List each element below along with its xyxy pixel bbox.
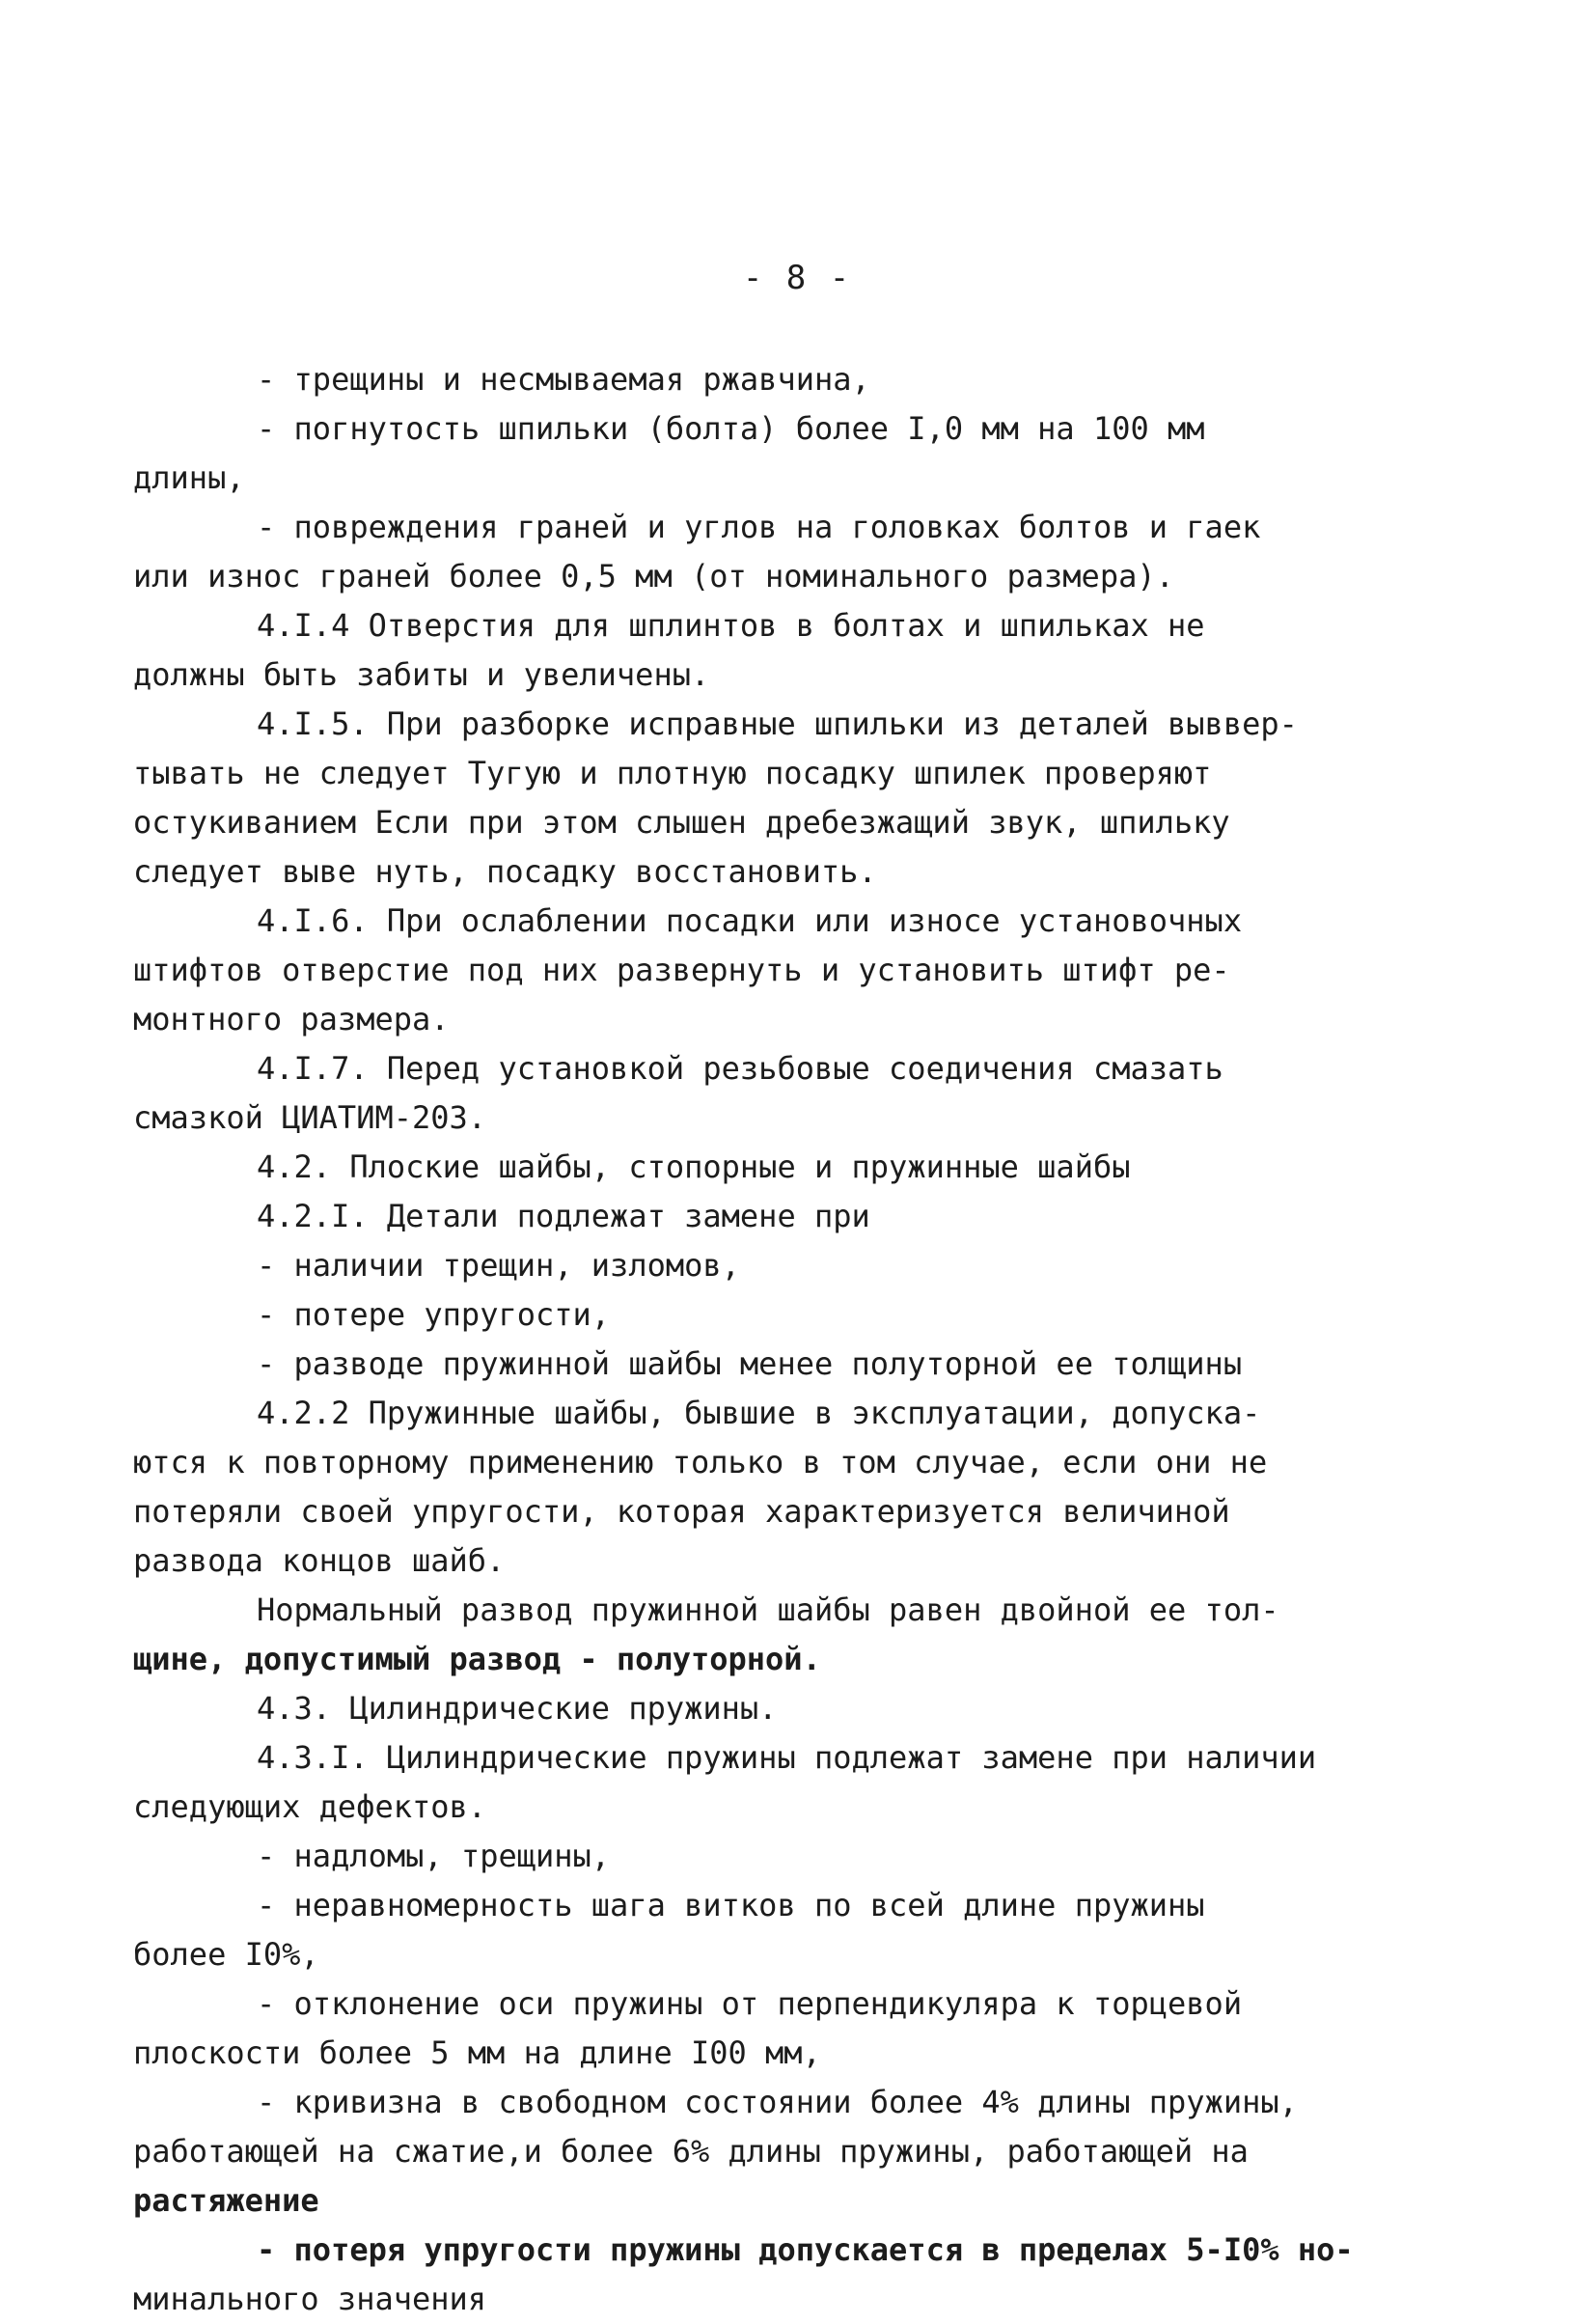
text-line: - надломы, трещины, — [257, 1838, 611, 1874]
text-line: - неравномерность шага витков по всей длине пружины — [257, 1887, 1205, 1923]
text-line: - наличии трещин, изломов, — [257, 1247, 740, 1284]
text-line: или износ граней более 0,5 мм (от номинального размера). — [133, 558, 1174, 595]
text-line: следует выве нуть, посадку восстановить. — [133, 853, 877, 890]
text-line: - погнутость шпильки (болта) более I,0 мм на 100 мм — [257, 410, 1205, 447]
text-line: остукиванием Если при этом слышен дребезжащий звук, шпильку — [133, 804, 1230, 841]
text-line: смазкой ЦИАТИМ-203. — [133, 1099, 487, 1136]
text-line: - потере упругости, — [257, 1296, 611, 1333]
text-line: 4.3.I. Цилиндрические пружины подлежат замене при наличии — [257, 1739, 1317, 1776]
text-line: ются к повторному применению только в том случае, если они не — [133, 1444, 1268, 1480]
text-line: тывать не следует Тугую и плотную посадку шпилек проверяют — [133, 755, 1212, 791]
text-line: 4.I.5. При разборке исправные шпильки из деталей выввер- — [257, 706, 1298, 742]
text-line: 4.2. Плоские шайбы, стопорные и пружинные шайбы — [257, 1148, 1131, 1185]
text-line: минального значения — [133, 2281, 487, 2317]
text-line: монтного размера. — [133, 1001, 450, 1038]
text-line: потеряли своей упругости, которая характеризуется величиной — [133, 1493, 1230, 1530]
text-line: 4.I.4 Отверстия для шплинтов в болтах и шпильках не — [257, 607, 1205, 644]
text-line: - отклонение оси пружины от перпендикуляра к торцевой — [257, 1985, 1243, 2022]
text-line: следующих дефектов. — [133, 1788, 487, 1825]
text-line: 4.3. Цилиндрические пружины. — [257, 1690, 778, 1727]
text-line: работающей на сжатие,и более 6% длины пружины, работающей на — [133, 2133, 1249, 2170]
text-line: - повреждения граней и углов на головках болтов и гаек — [257, 509, 1261, 545]
text-line: щине, допустимый развод - полуторной. — [133, 1641, 821, 1677]
text-line: Нормальный развод пружинной шайбы равен двойной ее тол- — [257, 1591, 1279, 1628]
text-line: длины, — [133, 459, 245, 496]
text-line: развода концов шайб. — [133, 1542, 506, 1579]
text-line: 4.I.7. Перед установкой резьбовые соедичения смазать — [257, 1050, 1223, 1087]
text-line: должны быть забиты и увеличены. — [133, 656, 710, 693]
text-line: растяжение — [133, 2182, 319, 2219]
document-body — [133, 355, 1407, 2324]
text-line: более I0%, — [133, 1936, 319, 1973]
text-line: - трещины и несмываемая ржавчина, — [257, 361, 870, 398]
text-line: 4.2.2 Пружинные шайбы, бывшие в эксплуатации, допуска- — [257, 1395, 1261, 1431]
text-line: 4.2.I. Детали подлежат замене при — [257, 1198, 870, 1234]
text-line: - кривизна в свободном состоянии более 4% длины пружины, — [257, 2084, 1298, 2120]
text-line: 4.I.6. При ослаблении посадки или износе установочных — [257, 902, 1243, 939]
text-line: - потеря упругости пружины допускается в пределах 5-I0% но- — [257, 2231, 1354, 2268]
page-number: - 8 - — [742, 259, 852, 297]
text-line: штифтов отверстие под них развернуть и установить штифт ре- — [133, 952, 1230, 988]
text-line: - разводе пружинной шайбы менее полуторной ее толщины — [257, 1345, 1243, 1382]
text-line: плоскости более 5 мм на длине I00 мм, — [133, 2034, 821, 2071]
